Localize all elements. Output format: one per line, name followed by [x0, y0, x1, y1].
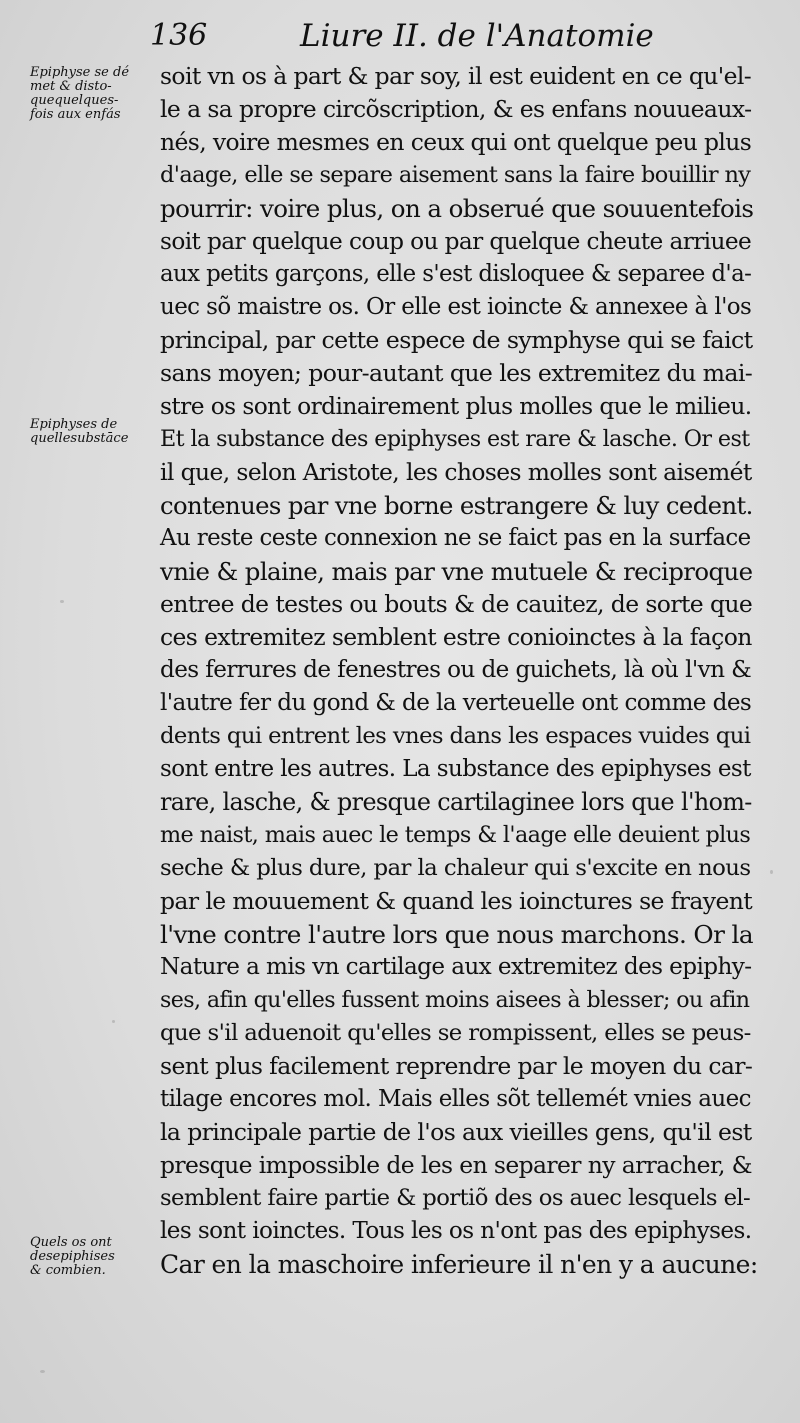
margin-note-line: Epiphyses de: [30, 417, 118, 432]
margin-note-line: & combien.: [30, 1263, 106, 1278]
margin-note-line: quequelques-: [30, 93, 119, 108]
text-line: l'vne contre l'autre lors que nous marchons. Or la: [160, 920, 753, 949]
margin-note-epiphyse-substance: [30, 418, 160, 446]
body-text: [160, 60, 760, 1281]
margin-note-line: quellesubstāce: [30, 431, 129, 446]
text-line: soit vn os à part & par soy, il est euident en ce qu'el-: [160, 62, 752, 90]
margin-note-which-bones: [30, 1236, 160, 1278]
margin-note-line: desepiphises: [30, 1249, 115, 1264]
text-line: sent plus facilement reprendre par le moyen du car-: [160, 1052, 753, 1080]
text-line: me naist, mais auec le temps & l'aage elle deuient plus: [160, 822, 751, 848]
text-line: pourrir: voire plus, on a obserué que souuentefois: [160, 194, 754, 223]
text-line: vnie & plaine, mais par vne mutuele & reciproque: [160, 557, 753, 586]
paper-speck: [112, 1020, 115, 1023]
margin-note-line: Quels os ont: [30, 1235, 112, 1250]
page-header: [150, 14, 670, 60]
text-line: le a sa propre circõscription, & es enfans nouueaux-: [160, 95, 752, 123]
text-line: que s'il aduenoit qu'elles se rompissent, elles se peus-: [160, 1020, 751, 1046]
text-line: l'autre fer du gond & de la verteuelle ont comme des: [160, 690, 752, 716]
margin-note-line: met & disto-: [30, 79, 112, 94]
text-line: entree de testes ou bouts & de cauitez, de sorte que: [160, 590, 753, 618]
text-line: Et la substance des epiphyses est rare & lasche. Or est: [160, 426, 750, 452]
text-line: ses, afin qu'elles fussent moins aisees à blesser; ou afin: [160, 987, 750, 1013]
text-line: sont entre les autres. La substance des epiphyses est: [160, 756, 751, 782]
text-line: contenues par vne borne estrangere & luy cedent.: [160, 491, 753, 520]
text-line: nés, voire mesmes en ceux qui ont quelque peu plus: [160, 128, 752, 156]
text-line: il que, selon Aristote, les choses molles sont aisemét: [160, 458, 752, 486]
text-line: aux petits garçons, elle s'est disloquee & separee d'a-: [160, 261, 752, 287]
margin-note-epiphyse-dislocation: [30, 66, 160, 122]
text-line: la principale partie de l'os aux vieilles gens, qu'il est: [160, 1118, 752, 1146]
page-number: 136: [150, 18, 208, 53]
text-line: des ferrures de fenestres ou de guichets, là où l'vn &: [160, 657, 752, 683]
text-line: Au reste ceste connexion ne se faict pas en la surface: [160, 525, 751, 551]
text-line: ces extremitez semblent estre conioinctes à la façon: [160, 623, 752, 651]
text-line: Car en la maschoire inferieure il n'en y a aucune:: [160, 1250, 758, 1279]
margin-notes: [30, 60, 160, 1420]
text-line: uec sõ maistre os. Or elle est ioincte & annexee à l'os: [160, 294, 752, 320]
text-line: dents qui entrent les vnes dans les espaces vuides qui: [160, 723, 751, 749]
text-line: stre os sont ordinairement plus molles que le milieu.: [160, 392, 752, 420]
text-line: principal, par cette espece de symphyse qui se faict: [160, 326, 753, 354]
text-line: sans moyen; pour-autant que les extremitez du mai-: [160, 359, 753, 387]
text-line: rare, lasche, & presque cartilaginee lors que l'hom-: [160, 788, 752, 816]
text-line: semblent faire partie & portiõ des os auec lesquels el-: [160, 1185, 751, 1211]
text-line: d'aage, elle se separe aisement sans la faire bouillir ny: [160, 162, 751, 188]
paper-speck: [60, 600, 64, 603]
text-line: Nature a mis vn cartilage aux extremitez des epiphy-: [160, 954, 752, 980]
text-line: presque impossible de les en separer ny arracher, &: [160, 1151, 752, 1179]
running-title: Liure II. de l'Anatomie: [300, 18, 654, 54]
margin-note-line: fois aux enfás: [30, 107, 121, 122]
text-line: tilage encores mol. Mais elles sõt tellemét vnies auec: [160, 1086, 751, 1112]
paper-speck: [40, 1370, 45, 1373]
text-line: seche & plus dure, par la chaleur qui s'excite en nous: [160, 855, 751, 881]
text-line: par le mouuement & quand les ioinctures se frayent: [160, 887, 753, 915]
text-line: les sont ioinctes. Tous les os n'ont pas des epiphyses.: [160, 1218, 752, 1244]
text-line: soit par quelque coup ou par quelque cheute arriuee: [160, 228, 752, 255]
paper-speck: [770, 870, 773, 874]
margin-note-line: Epiphyse se dé: [30, 65, 130, 80]
